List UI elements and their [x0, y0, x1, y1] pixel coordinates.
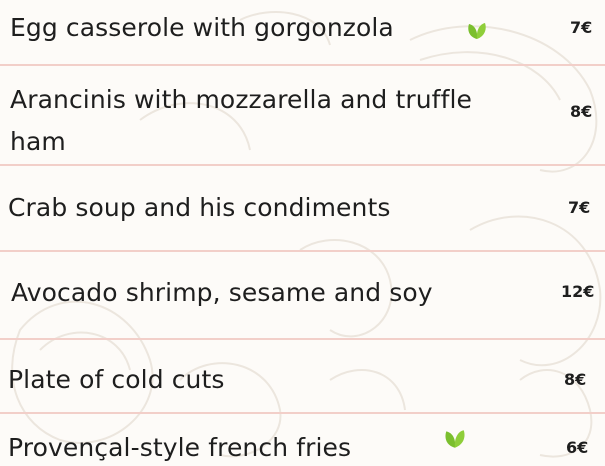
dish-name: Arancinis with mozzarella and truffle [10, 85, 473, 114]
dish-price: 6€ [566, 438, 589, 457]
menu-item [0, 340, 605, 412]
menu-item [0, 166, 605, 250]
leaf-icon [443, 428, 467, 454]
dish-name: Plate of cold cuts [8, 365, 225, 394]
dish-price: 8€ [570, 102, 593, 121]
dish-name: Egg casserole with gorgonzola [10, 13, 394, 42]
dish-price: 12€ [561, 282, 595, 301]
dish-price: 7€ [568, 198, 591, 217]
dish-price: 7€ [570, 18, 593, 37]
dish-name: Avocado shrimp, sesame and soy [11, 278, 433, 307]
dish-name: Provençal-style french fries [8, 433, 352, 462]
menu-item [0, 252, 605, 338]
menu-item [0, 0, 605, 64]
dish-name-continued: ham [10, 127, 66, 156]
leaf-icon [466, 21, 488, 45]
menu-item [0, 66, 605, 164]
dish-price: 8€ [564, 370, 587, 389]
dish-name: Crab soup and his condiments [8, 193, 391, 222]
menu-item [0, 414, 605, 463]
